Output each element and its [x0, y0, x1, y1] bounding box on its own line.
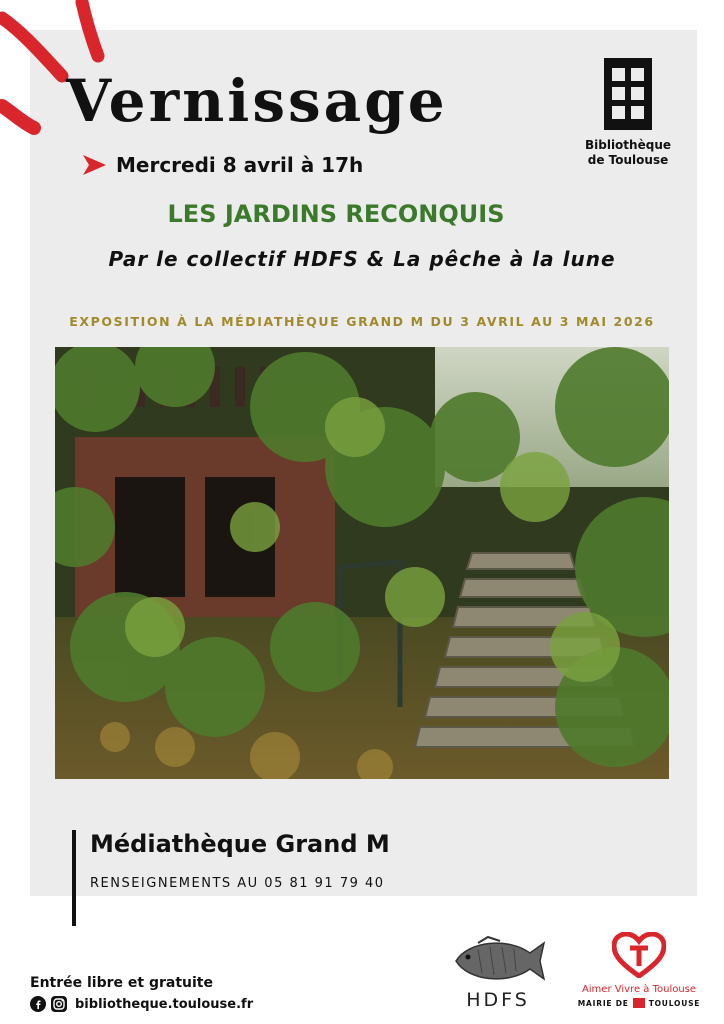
- cross-flag-icon: [633, 998, 645, 1008]
- event-title: Vernissage: [66, 67, 448, 135]
- bibliotheque-toulouse-logo: [582, 58, 674, 168]
- mairie-city: TOULOUSE: [648, 998, 701, 1008]
- exhibition-title: [0, 200, 724, 228]
- facebook-icon[interactable]: [30, 996, 46, 1012]
- social-row: [30, 996, 253, 1012]
- red-arrow-icon: [80, 151, 108, 179]
- fish-icon: [448, 935, 548, 985]
- toulouse-city-logo: [575, 932, 703, 1008]
- heart-cross-icon: [612, 932, 666, 978]
- instagram-icon[interactable]: [51, 996, 67, 1012]
- library-logo-line1: Bibliothèque: [584, 138, 671, 152]
- contact-info: RENSEIGNEMENTS AU 05 81 91 79 40: [90, 876, 385, 891]
- hdfs-label: HDFS: [466, 989, 530, 1011]
- mairie-label: [575, 998, 703, 1008]
- exhibition-info: EXPOSITION À LA MÉDIATHÈQUE GRAND M DU 3 AVRIL AU 3 MAI 2026: [69, 314, 655, 329]
- garden-photo: [55, 347, 669, 779]
- entry-info: Entrée libre et gratuite: [30, 975, 213, 991]
- overgrown-staircase-illustration: [55, 347, 669, 779]
- hdfs-logo: [446, 935, 550, 1011]
- mairie-prefix: MAIRIE DE: [577, 998, 629, 1008]
- website-link[interactable]: bibliotheque.toulouse.fr: [75, 996, 254, 1012]
- toulouse-tagline: Aimer Vivre à Toulouse: [581, 984, 697, 995]
- library-logo-icon: [604, 58, 652, 130]
- venue-accent-bar: [72, 830, 76, 926]
- event-date: Mercredi 8 avril à 17h: [116, 153, 364, 177]
- event-date-row: [80, 150, 363, 180]
- exhibition-byline: Par le collectif HDFS & La pêche à la lune: [108, 247, 616, 271]
- venue-name: Médiathèque Grand M: [90, 830, 390, 858]
- library-logo-line2: de Toulouse: [587, 153, 669, 167]
- exhibition-title-text: LES JARDINS RECONQUIS: [167, 200, 505, 228]
